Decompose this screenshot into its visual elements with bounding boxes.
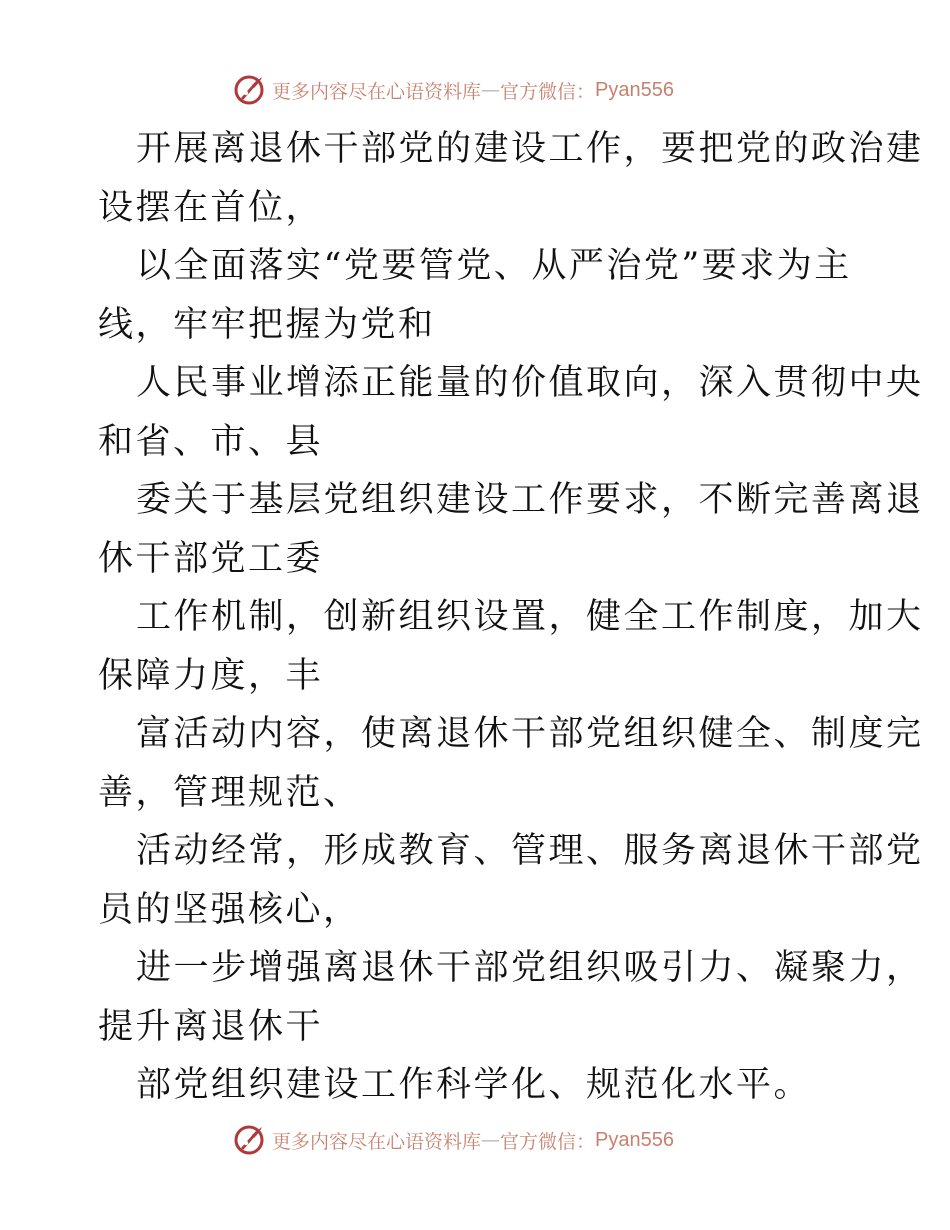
paragraph-line: 进一步增强离退休干部党组织吸引力、凝聚力， (136, 948, 924, 988)
banner-account: Pyan556 (595, 78, 674, 101)
paragraph-line: 活动经常，形成教育、管理、服务离退休干部党 (136, 831, 924, 871)
paragraph-line: 善，管理规范、 (98, 772, 361, 813)
paragraph-line: 和省、市、县 (98, 421, 324, 462)
banner-text: 更多内容尽在心语资料库 (272, 1130, 482, 1153)
paragraph-line: 工作机制，创新组织设置，健全工作制度，加大 (136, 597, 924, 637)
quill-logo-icon (232, 73, 266, 107)
body-text (98, 120, 924, 1115)
paragraph-line: 富活动内容，使离退休干部党组织健全、制度完 (136, 714, 924, 754)
footer-watermark (232, 1122, 674, 1158)
paragraph-line: 委关于基层党组织建设工作要求，不断完善离退 (136, 480, 924, 520)
paragraph-line: 提升离退休干 (98, 1006, 324, 1047)
paragraph-line: 开展离退休干部党的建设工作，要把党的政治建 (136, 129, 924, 169)
banner-label: 官方微信： (500, 80, 596, 103)
paragraph-line: 以全面落实“党要管党、从严治党”要求为主 (136, 246, 852, 286)
quill-logo-icon (232, 1123, 266, 1157)
paragraph-line: 员的坚强核心， (98, 889, 361, 930)
header-watermark (232, 72, 674, 108)
banner-separator: — (481, 1129, 501, 1151)
banner-label: 官方微信： (500, 1130, 596, 1153)
paragraph-line: 线，牢牢把握为党和 (98, 304, 436, 345)
paragraph-line: 部党组织建设工作科学化、规范化水平。 (136, 1065, 812, 1105)
paragraph-line: 保障力度，丰 (98, 655, 324, 696)
paragraph-line: 设摆在首位， (98, 187, 324, 228)
banner-account: Pyan556 (595, 1128, 674, 1151)
paragraph-line: 人民事业增添正能量的价值取向，深入贯彻中央 (136, 363, 924, 403)
paragraph-line: 休干部党工委 (98, 538, 324, 579)
banner-separator: — (481, 79, 501, 101)
banner-text: 更多内容尽在心语资料库 (272, 80, 482, 103)
